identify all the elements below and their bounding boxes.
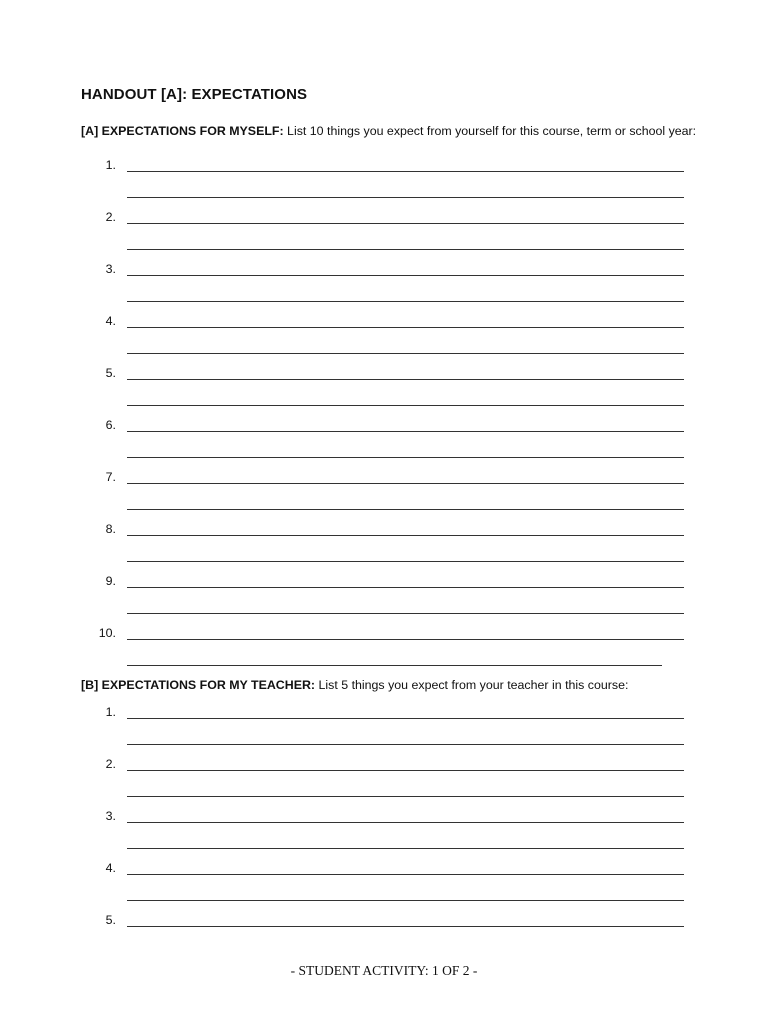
section-a-item (0, 366, 768, 406)
answer-line[interactable] (127, 770, 684, 771)
answer-line[interactable] (127, 353, 684, 354)
answer-line[interactable] (127, 926, 684, 927)
item-number: 4. (105, 314, 116, 328)
answer-line[interactable] (127, 509, 684, 510)
answer-line[interactable] (127, 431, 684, 432)
answer-line[interactable] (127, 587, 684, 588)
answer-line[interactable] (127, 405, 684, 406)
item-number: 10. (98, 626, 116, 640)
section-a-item (0, 314, 768, 354)
answer-line[interactable] (127, 796, 684, 797)
answer-line[interactable] (127, 874, 684, 875)
section-b-text: List 5 things you expect from your teacher in this course: (315, 678, 629, 692)
item-number: 2. (105, 757, 116, 771)
answer-line[interactable] (127, 718, 684, 719)
item-number: 6. (105, 418, 116, 432)
section-a-item (0, 262, 768, 302)
section-b-item (0, 861, 768, 901)
section-b-item (0, 705, 768, 745)
section-b-item (0, 809, 768, 849)
answer-line[interactable] (127, 483, 684, 484)
section-a-heading: [A] EXPECTATIONS FOR MYSELF: (81, 124, 284, 138)
item-number: 9. (105, 574, 116, 588)
section-a-item (0, 522, 768, 562)
item-number: 5. (105, 366, 116, 380)
answer-line[interactable] (127, 613, 684, 614)
answer-line[interactable] (127, 171, 684, 172)
answer-line[interactable] (127, 327, 684, 328)
answer-line[interactable] (127, 744, 684, 745)
answer-line[interactable] (127, 249, 684, 250)
answer-line[interactable] (127, 900, 684, 901)
item-number: 1. (105, 158, 116, 172)
section-a-item (0, 210, 768, 250)
section-b-item (0, 757, 768, 797)
item-number: 3. (105, 809, 116, 823)
answer-line[interactable] (127, 223, 684, 224)
section-a-item (0, 470, 768, 510)
answer-line[interactable] (127, 822, 684, 823)
item-number: 2. (105, 210, 116, 224)
section-a-item (0, 158, 768, 198)
section-b-heading: [B] EXPECTATIONS FOR MY TEACHER: (81, 678, 316, 692)
answer-line[interactable] (127, 639, 684, 640)
answer-line[interactable] (127, 561, 684, 562)
answer-line[interactable] (127, 379, 684, 380)
section-a-item (0, 626, 768, 666)
section-a-item (0, 418, 768, 458)
item-number: 4. (105, 861, 116, 875)
answer-line[interactable] (127, 275, 684, 276)
answer-line[interactable] (127, 197, 684, 198)
item-number: 1. (105, 705, 116, 719)
answer-line[interactable] (127, 665, 662, 666)
item-number: 5. (105, 913, 116, 927)
answer-line[interactable] (127, 535, 684, 536)
section-a-text: List 10 things you expect from yourself for this course, term or school year: (283, 124, 697, 138)
page-title: HANDOUT [A]: EXPECTATIONS (81, 86, 308, 103)
section-a-instruction (81, 124, 696, 138)
page-footer: - STUDENT ACTIVITY: 1 OF 2 - (290, 963, 478, 978)
answer-line[interactable] (127, 848, 684, 849)
section-a-item (0, 574, 768, 614)
item-number: 8. (105, 522, 116, 536)
answer-line[interactable] (127, 457, 684, 458)
item-number: 7. (105, 470, 116, 484)
section-b-instruction (81, 678, 628, 692)
section-b-item (0, 913, 768, 953)
answer-line[interactable] (127, 301, 684, 302)
item-number: 3. (105, 262, 116, 276)
